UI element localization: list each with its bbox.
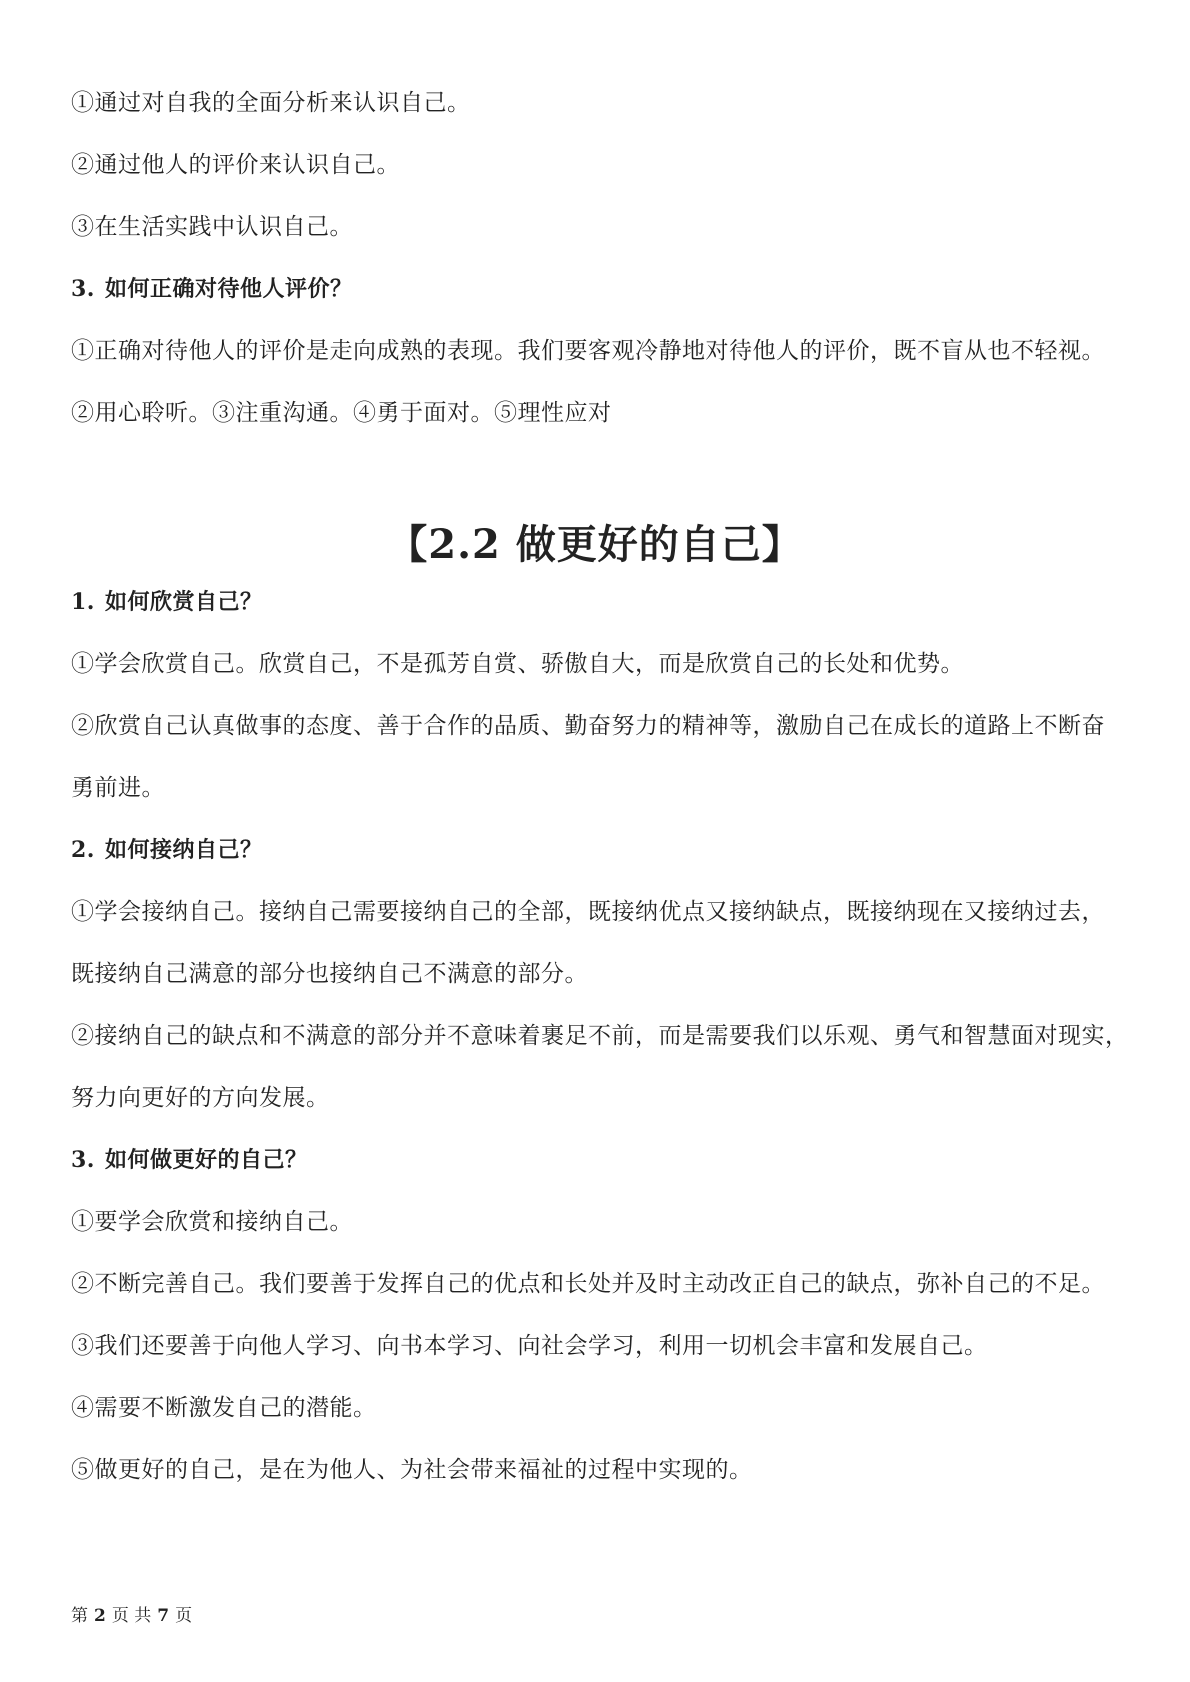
paragraph-line: ①要学会欣赏和接纳自己。 [71, 1209, 353, 1235]
question-text: 如何做更好的自己？ [104, 1147, 308, 1173]
paragraph-line: ①通过对自我的全面分析来认识自己。 [71, 90, 471, 116]
question-heading [71, 587, 1121, 617]
paragraph-line: ②用心聆听。③注重沟通。④勇于面对。⑤理性应对 [71, 400, 612, 426]
question-heading [71, 274, 1121, 304]
question-number: 3. [71, 276, 95, 302]
paragraph-line: ①学会接纳自己。接纳自己需要接纳自己的全部，既接纳优点又接纳缺点，既接纳现在又接纳过去， [71, 899, 1105, 925]
paragraph-line: ③在生活实践中认识自己。 [71, 214, 353, 240]
paragraph-line: 努力向更好的方向发展。 [71, 1085, 330, 1111]
paragraph-line: 勇前进。 [71, 775, 165, 801]
paragraph-line: ②欣赏自己认真做事的态度、善于合作的品质、勤奋努力的精神等，激励自己在成长的道路上不断奋 [71, 713, 1105, 739]
question-number: 3. [71, 1147, 95, 1173]
paragraph-line: ①学会欣赏自己。欣赏自己，不是孤芳自赏、骄傲自大，而是欣赏自己的长处和优势。 [71, 651, 964, 677]
paragraph-line: 既接纳自己满意的部分也接纳自己不满意的部分。 [71, 961, 588, 987]
question-number: 1. [71, 589, 95, 615]
page-footer [71, 1605, 192, 1627]
paragraph-line: ②接纳自己的缺点和不满意的部分并不意味着裹足不前，而是需要我们以乐观、勇气和智慧面对现实， [71, 1023, 1129, 1049]
question-number: 2. [71, 837, 95, 863]
section-title: 【2.2 做更好的自己】 [387, 521, 803, 568]
paragraph-line: ②通过他人的评价来认识自己。 [71, 152, 400, 178]
footer-prefix: 第 [71, 1606, 88, 1626]
question-text: 如何正确对待他人评价？ [104, 276, 353, 302]
current-page-number: 2 [94, 1606, 106, 1626]
paragraph-line: ①正确对待他人的评价是走向成熟的表现。我们要客观冷静地对待他人的评价，既不盲从也不轻视。 [71, 338, 1105, 364]
paragraph-line: ④需要不断激发自己的潜能。 [71, 1395, 377, 1421]
paragraph-line: ⑤做更好的自己，是在为他人、为社会带来福祉的过程中实现的。 [71, 1457, 753, 1483]
question-heading [71, 1145, 1121, 1175]
total-pages-number: 7 [157, 1606, 170, 1626]
question-text: 如何接纳自己？ [104, 837, 263, 863]
question-heading [71, 835, 1121, 865]
paragraph-line: ②不断完善自己。我们要善于发挥自己的优点和长处并及时主动改正自己的缺点，弥补自己的不足。 [71, 1271, 1105, 1297]
paragraph-line: ③我们还要善于向他人学习、向书本学习、向社会学习，利用一切机会丰富和发展自己。 [71, 1333, 988, 1359]
footer-middle: 页 共 [111, 1606, 152, 1626]
footer-suffix: 页 [175, 1606, 193, 1626]
question-text: 如何欣赏自己？ [104, 589, 263, 615]
